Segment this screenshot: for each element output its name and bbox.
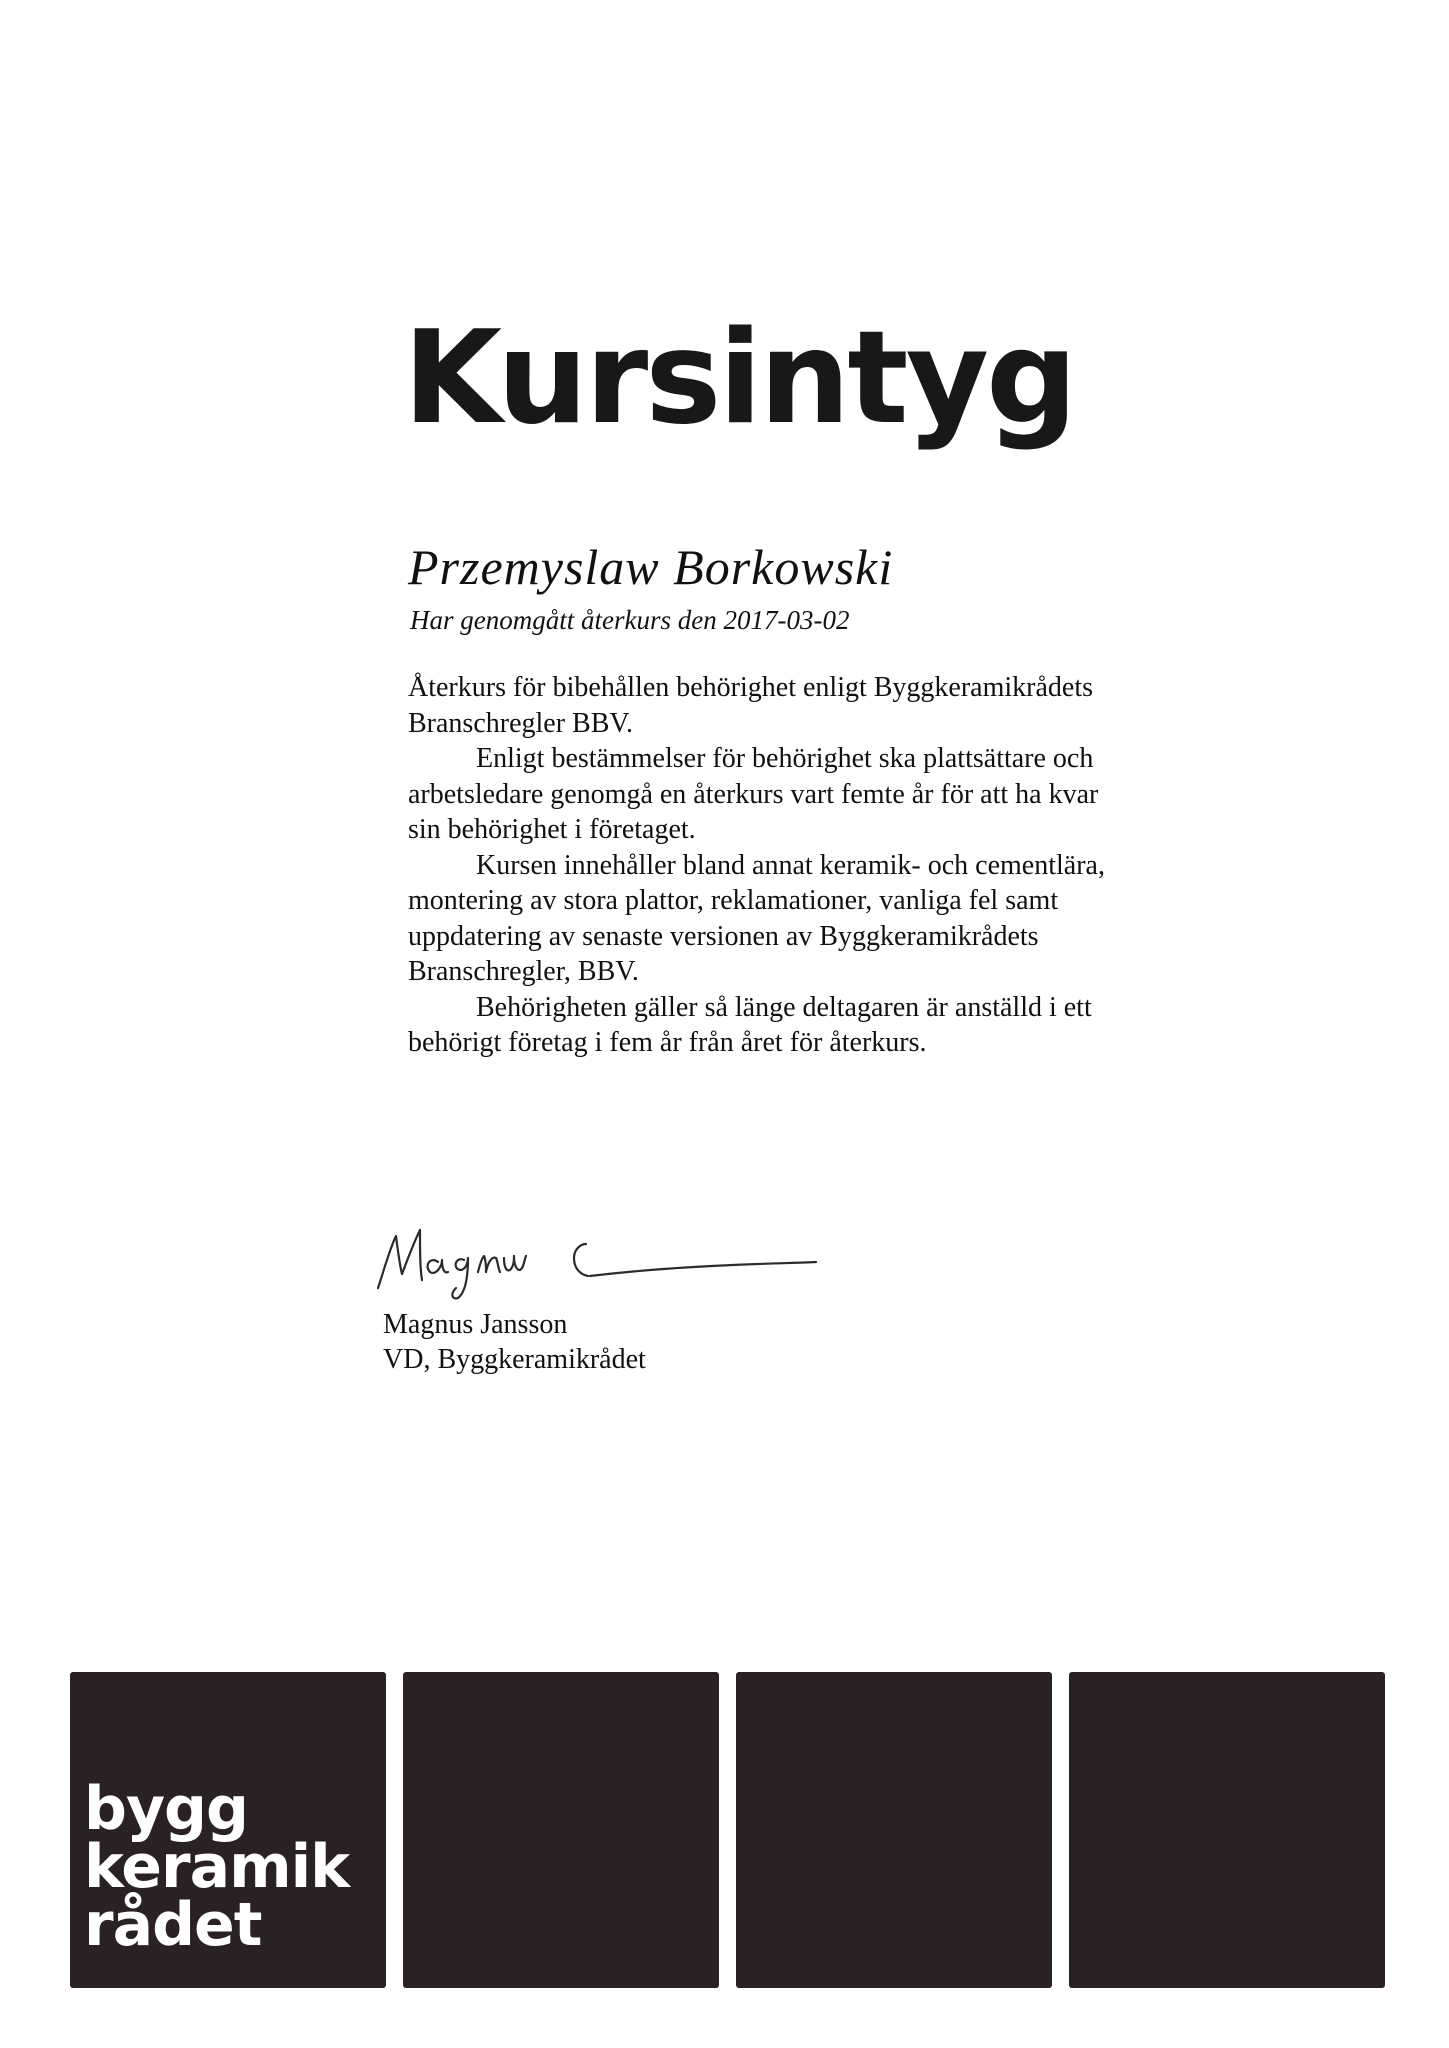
decorative-tile [403,1672,719,1988]
decorative-tile [736,1672,1052,1988]
certificate-body [408,670,1108,1061]
logo-tile [70,1672,386,1988]
recipient-name: Przemyslaw Borkowski [408,539,894,595]
logo-line-1: bygg [84,1774,248,1844]
signer-name: Magnus Jansson [383,1309,568,1340]
body-paragraph-3: Kursen innehåller bland annat keramik- och cementlära, montering av stora plattor, reklamationer, vanliga fel samt uppdatering av senaste versionen av Byggkeramikrådets Branschregler, BBV. [408,849,1105,987]
certificate-title: Kursintyg [403,304,1075,453]
body-paragraph-1: Återkurs för bibehållen behörighet enligt Byggkeramikrådets Branschregler BBV. [408,672,1094,739]
decorative-tile [1069,1672,1385,1988]
handwritten-signature [360,1200,820,1310]
course-completion-line: Har genomgått återkurs den 2017-03-02 [410,605,850,635]
signer-block [383,1307,646,1377]
logo-line-3: rådet [84,1890,262,1960]
body-paragraph-2: Enligt bestämmelser för behörighet ska plattsättare och arbetsledare genomgå en återkurs vart femte år för att ha kvar sin behörighet i företaget. [408,743,1099,845]
organization-logo [84,1774,350,1960]
signer-role: VD, Byggkeramikrådet [383,1344,646,1375]
logo-line-2: keramik [84,1832,350,1902]
body-paragraph-4: Behörigheten gäller så länge deltagaren är anställd i ett behörigt företag i fem år från året för återkurs. [408,991,1092,1058]
